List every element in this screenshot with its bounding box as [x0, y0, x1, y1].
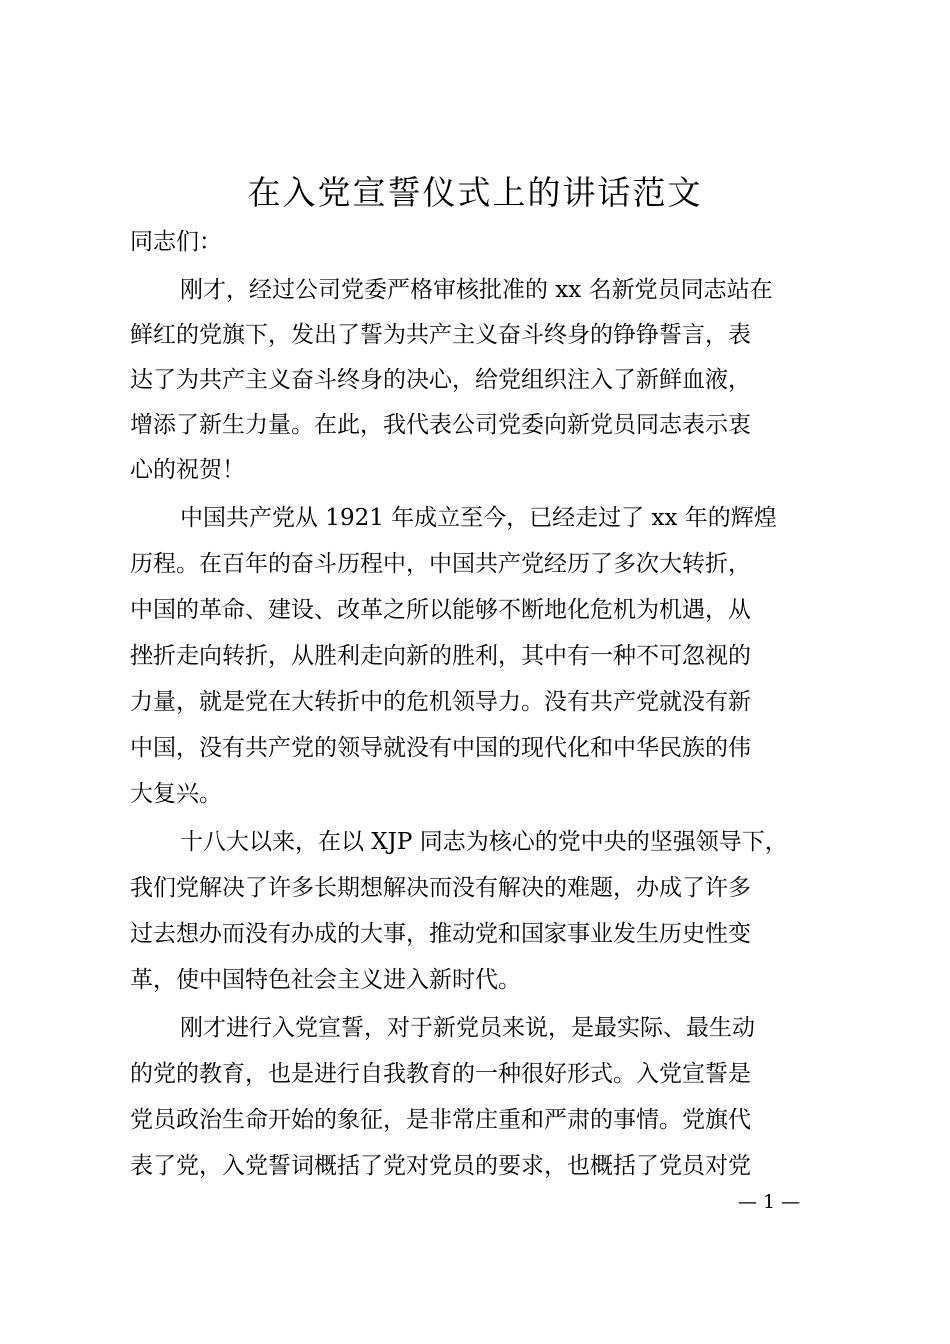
page-number: — 1 —: [738, 1191, 801, 1213]
paragraph-2-line-1: 中国共产党从 1921 年成立至今，已经走过了 xx 年的辉煌: [180, 505, 777, 531]
paragraph-2-line-2: 历程。在百年的奋斗历程中，中国共产党经历了多次大转折，: [130, 551, 751, 577]
paragraph-1-line-2: 鲜红的党旗下，发出了誓为共产主义奋斗终身的铮铮誓言，表: [130, 322, 751, 348]
paragraph-1-line-1: 刚才，经过公司党委严格审核批准的 xx 名新党员同志站在: [180, 277, 773, 303]
paragraph-2-line-7: 大复兴。: [130, 781, 222, 807]
paragraph-3-line-1: 十八大以来，在以 XJP 同志为核心的党中央的坚强领导下，: [180, 829, 788, 855]
paragraph-2-line-6: 中国，没有共产党的领导就没有中国的现代化和中华民族的伟: [130, 735, 751, 761]
paragraph-2-line-3: 中国的革命、建设、改革之所以能够不断地化危机为机遇，从: [130, 597, 751, 623]
paragraph-4-line-4: 表了党，入党誓词概括了党对党员的要求，也概括了党员对党: [130, 1153, 751, 1179]
paragraph-1-line-3: 达了为共产主义奋斗终身的决心，给党组织注入了新鲜血液，: [130, 367, 751, 393]
paragraph-4-line-2: 的党的教育，也是进行自我教育的一种很好形式。入党宣誓是: [130, 1061, 751, 1087]
paragraph-1-line-4: 增添了新生力量。在此，我代表公司党委向新党员同志表示衷: [130, 412, 751, 438]
document-title: 在入党宣誓仪式上的讲话范文: [247, 173, 703, 212]
paragraph-2-line-5: 力量，就是党在大转折中的危机领导力。没有共产党就没有新: [130, 689, 751, 715]
paragraph-4-line-3: 党员政治生命开始的象征，是非常庄重和严肃的事情。党旗代: [130, 1107, 751, 1133]
paragraph-3-line-3: 过去想办而没有办成的大事，推动党和国家事业发生历史性变: [130, 921, 751, 947]
paragraph-3-line-4: 革，使中国特色社会主义进入新时代。: [130, 967, 521, 993]
paragraph-4-line-1: 刚才进行入党宣誓，对于新党员来说，是最实际、最生动: [180, 1015, 755, 1041]
greeting: 同志们：: [130, 229, 222, 255]
paragraph-1-line-5: 心的祝贺！: [130, 457, 245, 483]
paragraph-2-line-4: 挫折走向转折，从胜利走向新的胜利，其中有一种不可忽视的: [130, 643, 751, 669]
paragraph-3-line-2: 我们党解决了许多长期想解决而没有解决的难题，办成了许多: [130, 875, 751, 901]
